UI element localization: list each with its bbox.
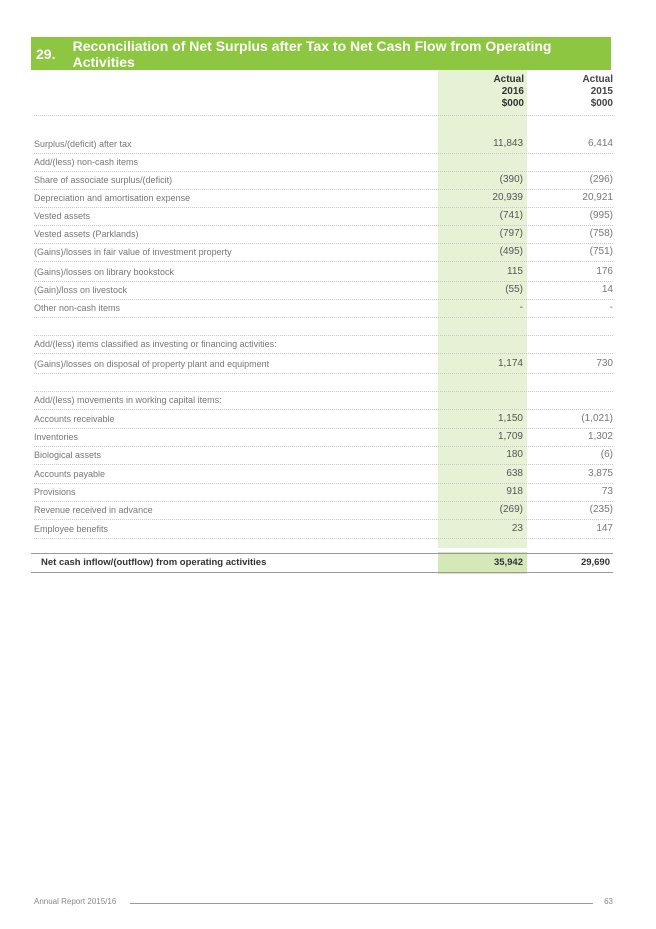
row-label: Accounts payable	[34, 469, 106, 479]
column-header-2016: Actual 2016 $000	[493, 74, 524, 109]
value-2015: 730	[596, 358, 613, 369]
row-label: Other non-cash items	[34, 303, 121, 313]
value-2015: 6,414	[587, 138, 613, 149]
table-row	[34, 500, 613, 520]
page-number: 63	[604, 897, 613, 906]
row-label: Revenue received in advance	[34, 505, 153, 515]
value-2015: 3,875	[587, 468, 613, 479]
section-header	[31, 37, 611, 70]
value-2015: (235)	[589, 504, 613, 515]
table-row	[34, 298, 613, 318]
page-footer	[34, 896, 613, 910]
value-2016: (495)	[499, 246, 523, 257]
row-label: Vested assets (Parklands)	[34, 229, 139, 239]
value-2016: 11,843	[493, 138, 523, 149]
row-label: Accounts receivable	[34, 414, 115, 424]
table-row	[34, 372, 613, 392]
section-title: Reconciliation of Net Surplus after Tax to Net Cash Flow from Operating Activities	[72, 37, 552, 70]
value-2015: (751)	[589, 246, 613, 257]
table-row	[34, 409, 613, 429]
value-2016: 638	[506, 468, 523, 479]
table-row	[34, 519, 613, 539]
value-2016: 20,939	[492, 192, 523, 203]
table-row	[34, 464, 613, 484]
value-2015: 147	[596, 523, 613, 534]
footer-rule	[130, 903, 593, 904]
value-2016: -	[519, 302, 523, 313]
table-row	[34, 482, 613, 502]
value-2015: 14	[601, 284, 613, 295]
value-2015: (296)	[589, 174, 613, 185]
header-divider	[34, 115, 613, 116]
row-label: Surplus/(deficit) after tax	[34, 139, 132, 149]
value-2015: (6)	[600, 449, 613, 460]
table-row	[34, 334, 613, 354]
row-label: Employee benefits	[34, 524, 109, 534]
value-2016: 23	[511, 523, 523, 534]
total-row	[31, 553, 613, 573]
value-2016: 115	[507, 266, 523, 277]
value-2015: 176	[596, 266, 613, 277]
footer-text: Annual Report 2015/16	[34, 897, 117, 906]
row-label: Provisions	[34, 487, 76, 497]
row-label: Inventories	[34, 432, 79, 442]
row-label: Biological assets	[34, 450, 102, 460]
table-row	[34, 224, 613, 244]
table-row	[34, 242, 613, 262]
value-2016: 1,174	[497, 358, 523, 369]
row-label: (Gain)/loss on livestock	[34, 285, 128, 295]
table-row	[34, 390, 613, 410]
value-2015: (1,021)	[581, 413, 613, 424]
value-2016: 1,709	[497, 431, 523, 442]
value-2016: (797)	[499, 228, 523, 239]
value-2015: (995)	[589, 210, 613, 221]
value-2015: 73	[601, 486, 613, 497]
table-row	[34, 427, 613, 447]
value-2016: (741)	[499, 210, 523, 221]
value-2016: 1,150	[497, 413, 523, 424]
row-label: Vested assets	[34, 211, 91, 221]
table-row	[34, 316, 613, 336]
value-2015: 1,302	[587, 431, 613, 442]
table-row	[34, 354, 613, 374]
value-2016: 918	[506, 486, 523, 497]
total-value-2016: 35,942	[493, 557, 523, 568]
value-2016: 180	[506, 449, 523, 460]
total-value-2015: 29,690	[580, 557, 610, 568]
row-label: (Gains)/losses on library bookstock	[34, 267, 175, 277]
row-label: Depreciation and amortisation expense	[34, 193, 191, 203]
section-number: 29.	[36, 45, 56, 62]
column-header-2015: Actual 2015 $000	[582, 74, 613, 109]
row-label: Share of associate surplus/(deficit)	[34, 175, 173, 185]
value-2015: 20,921	[582, 192, 613, 203]
table-row	[34, 134, 613, 154]
table-row	[34, 262, 613, 282]
row-label: (Gains)/losses in fair value of investment property	[34, 247, 232, 257]
row-label: Add/(less) items classified as investing or financing activities:	[34, 339, 277, 349]
value-2016: (390)	[499, 174, 523, 185]
value-2016: (55)	[505, 284, 523, 295]
table-row	[34, 280, 613, 300]
table-row	[34, 152, 613, 172]
table-row	[34, 206, 613, 226]
value-2016: (269)	[499, 504, 523, 515]
table-row	[34, 188, 613, 208]
row-label: Add/(less) non-cash items	[34, 157, 139, 167]
table-row	[34, 170, 613, 190]
row-label: (Gains)/losses on disposal of property plant and equipment	[34, 359, 270, 369]
row-label: Add/(less) movements in working capital items:	[34, 395, 222, 405]
value-2015: (758)	[589, 228, 613, 239]
total-label: Net cash inflow/(outflow) from operating activities	[41, 557, 267, 568]
value-2015: -	[609, 302, 613, 313]
table-row	[34, 445, 613, 465]
